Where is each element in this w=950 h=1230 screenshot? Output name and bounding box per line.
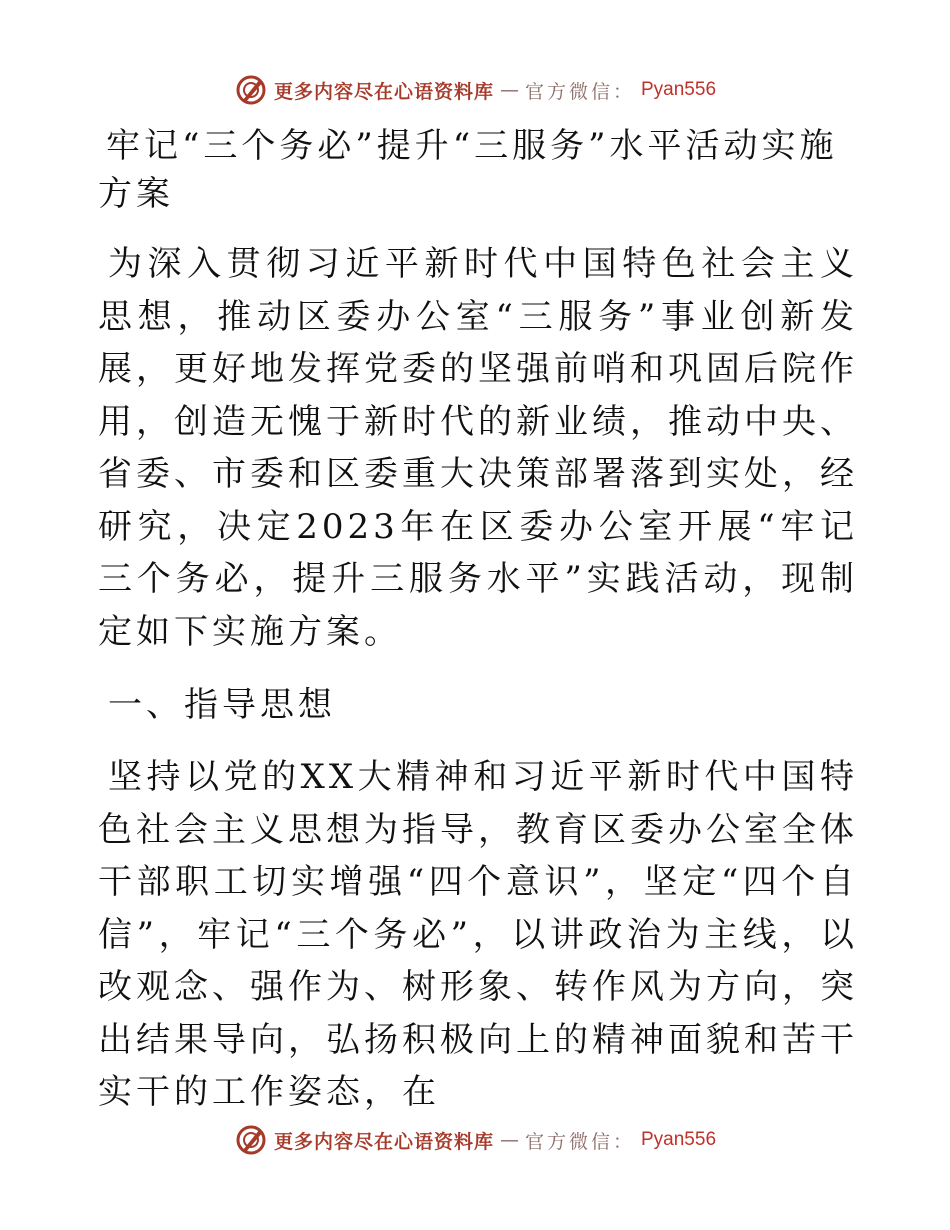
- quill-circle-logo-icon: [234, 73, 268, 107]
- section-paragraph-guiding-ideology: 坚持以党的XX大精神和习近平新时代中国特色社会主义思想为指导，教育区委办公室全体干部职工切实增强“四个意识”，坚定“四个自信”，牢记“三个务必”，以讲政治为主线，以改观念、强作为、树形象、转作风为方向，突出结果导向，弘扬积极向上的精神面貌和苦干实干的工作姿态，在: [98, 757, 858, 1112]
- document-title: 牢记“三个务必”提升“三服务”水平活动实施方案: [98, 126, 838, 214]
- banner-brand-text: 更多内容尽在心语资料库: [273, 1130, 494, 1153]
- banner-official-label: 官方微信：: [524, 1130, 635, 1153]
- banner-wechat-id: Pyan556: [641, 1129, 717, 1150]
- quill-circle-logo-icon: [234, 1123, 268, 1157]
- banner-separator: —: [499, 1129, 519, 1151]
- document-body: [98, 122, 858, 1140]
- section-heading-guiding-ideology: 一、指导思想: [108, 685, 336, 725]
- banner-official-label: 官方微信：: [524, 80, 635, 103]
- footer-banner: [0, 1120, 950, 1160]
- banner-brand-text: 更多内容尽在心语资料库: [273, 80, 494, 103]
- banner-separator: —: [499, 79, 519, 101]
- header-banner: [0, 70, 950, 110]
- intro-paragraph: 为深入贯彻习近平新时代中国特色社会主义思想，推动区委办公室“三服务”事业创新发展，更好地发挥党委的坚强前哨和巩固后院作用，创造无愧于新时代的新业绩，推动中央、省委、市委和区委重大决策部署落到实处，经研究，决定2023年在区委办公室开展“牢记三个务必，提升三服务水平”实践活动，现制定如下实施方案。: [98, 244, 858, 652]
- banner-wechat-id: Pyan556: [641, 79, 717, 100]
